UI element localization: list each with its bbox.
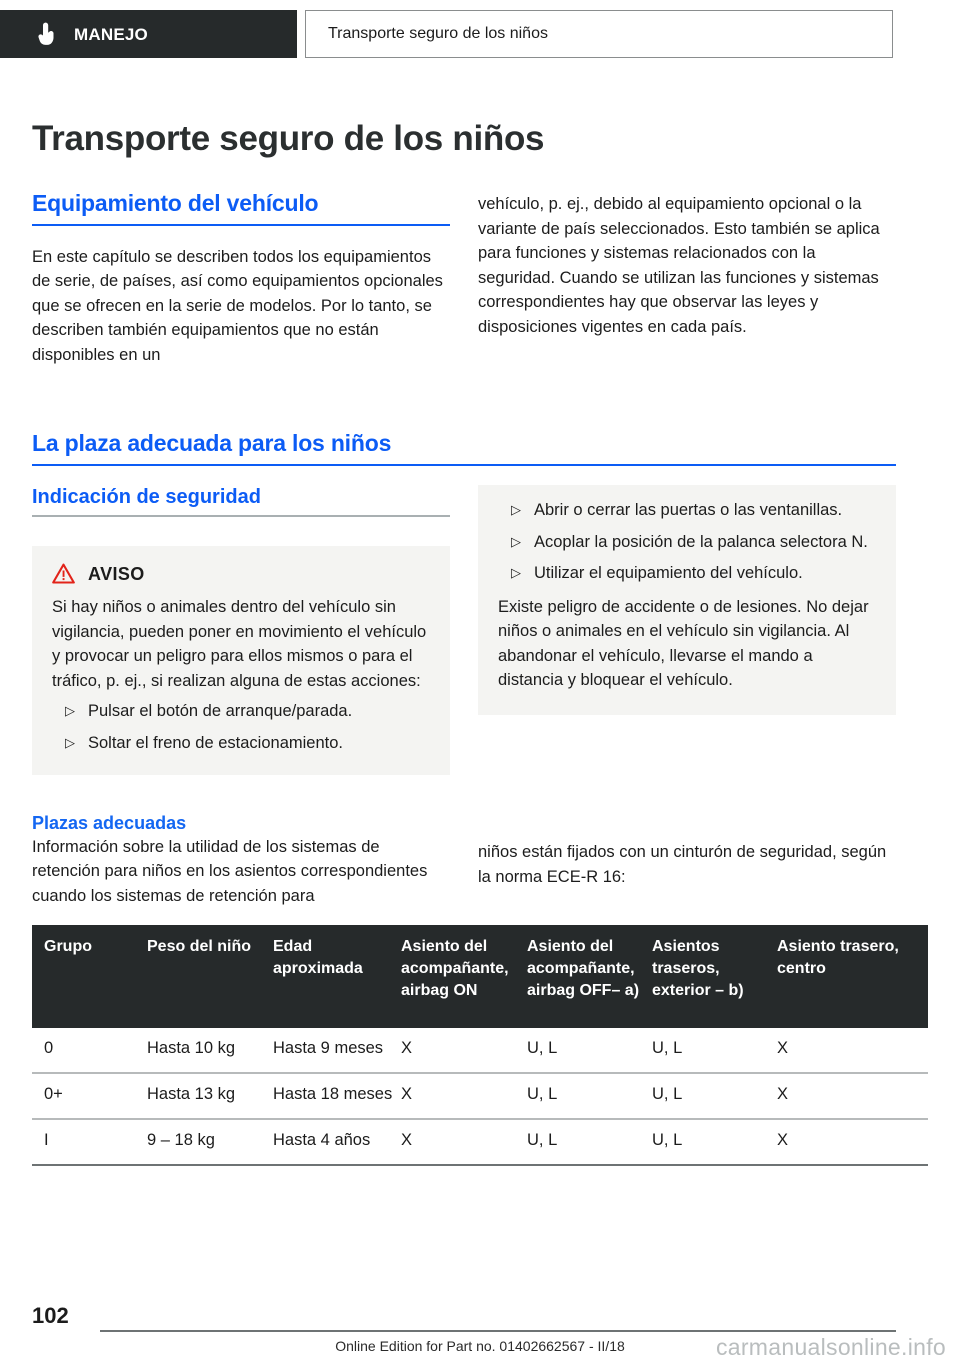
table-column-header-traseros-exterior: Asientos traseros, exterior – b)	[652, 925, 777, 1028]
table-row	[32, 1073, 928, 1119]
cell-tras-centro: X	[777, 1073, 928, 1119]
warning-box-left	[32, 546, 450, 775]
warning-header	[52, 563, 430, 584]
table-column-header-peso: Peso del niño	[147, 925, 273, 1028]
cell-peso: 9 – 18 kg	[147, 1119, 273, 1165]
list-item-label: Pulsar el botón de arranque/parada.	[88, 702, 353, 720]
cell-peso: Hasta 13 kg	[147, 1073, 273, 1119]
equipamiento-left-paragraph: En este capítulo se describen todos los equipamientos de serie, de países, así como equipamientos opcionales que se ofrecen en la serie de modelos. Por lo tanto, se describen también equipamientos que no están disponibles en un	[32, 247, 443, 364]
list-item	[52, 699, 430, 724]
cell-acomp-off: U, L	[527, 1119, 652, 1165]
plazas-heading: Plazas adecuadas	[32, 813, 187, 833]
plaza-adecuada-heading-rule	[32, 464, 896, 466]
table-header-row	[32, 925, 928, 1028]
cell-grupo: 0+	[32, 1073, 147, 1119]
triangle-bullet-icon: ▷	[511, 502, 521, 517]
footer-divider	[100, 1330, 896, 1332]
child-seat-suitability-table	[32, 925, 928, 1166]
list-item-label: Abrir o cerrar las puertas o las ventanillas.	[534, 501, 843, 519]
plaza-adecuada-heading: La plaza adecuada para los niños	[32, 430, 392, 456]
cell-grupo: I	[32, 1119, 147, 1165]
equipamiento-heading-rule	[32, 224, 450, 226]
pointing-hand-icon	[38, 22, 58, 46]
warning-paragraph: Si hay niños o animales dentro del vehículo sin vigilancia, pueden poner en movimiento el vehículo y provocar un peligro para ellos mismos o para el tráfico, p. ej., si realizan alguna de estas acciones:	[52, 598, 427, 690]
cell-acomp-on: X	[401, 1028, 527, 1073]
plazas-left-paragraph: Información sobre la utilidad de los sistemas de retención para niños en los asientos correspondientes cuando los sistemas de retención para	[32, 837, 428, 905]
equipamiento-right-paragraph: vehículo, p. ej., debido al equipamiento opcional o la variante de país seleccionados. Esto también se aplica para funciones y sistemas relacionados con la seguridad. Cuando se utilizan las funciones y sistemas correspondientes hay que observar las leyes y disposiciones vigentes en cada país.	[478, 195, 880, 336]
table-column-header-edad: Edad aproximada	[273, 925, 401, 1028]
section-breadcrumb-box	[305, 10, 893, 58]
list-item-label: Acoplar la posición de la palanca selectora N.	[534, 532, 868, 551]
section-label: Transporte seguro de los niños	[328, 25, 548, 42]
chapter-label: MANEJO	[74, 24, 148, 44]
cell-edad: Hasta 4 años	[273, 1119, 401, 1165]
warning-bullets-right	[498, 498, 876, 586]
list-item-label: Utilizar el equipamiento del vehículo.	[534, 564, 803, 582]
table-column-header-acompanante-airbag-off: Asiento del acompañante, airbag OFF– a)	[527, 925, 652, 1028]
cell-tras-ext: U, L	[652, 1119, 777, 1165]
cell-acomp-off: U, L	[527, 1028, 652, 1073]
table-row	[32, 1028, 928, 1073]
cell-acomp-on: X	[401, 1119, 527, 1165]
list-item	[498, 498, 876, 523]
plazas-right-column	[478, 840, 896, 889]
list-item	[498, 530, 876, 555]
indicacion-heading: Indicación de seguridad	[32, 486, 261, 508]
warning-box-right	[478, 485, 896, 715]
warning-triangle-icon	[52, 563, 75, 584]
watermark: carmanualsonline.info	[715, 1334, 946, 1360]
cell-tras-ext: U, L	[652, 1028, 777, 1073]
equipamiento-left-column	[32, 190, 450, 367]
footer-edition-text: Online Edition for Part no. 01402662567 - II/18	[335, 1338, 625, 1354]
warning-bullets-left	[52, 699, 430, 755]
list-item	[498, 561, 876, 586]
cell-tras-centro: X	[777, 1028, 928, 1073]
triangle-bullet-icon: ▷	[65, 734, 75, 750]
indicacion-left-column	[32, 485, 450, 775]
cell-grupo: 0	[32, 1028, 147, 1073]
equipamiento-right-column	[478, 192, 896, 339]
indicacion-right-column	[478, 485, 896, 715]
table-row	[32, 1119, 928, 1165]
indicacion-heading-rule	[32, 515, 450, 517]
equipamiento-heading: Equipamiento del vehículo	[32, 190, 319, 216]
cell-edad: Hasta 18 meses	[273, 1073, 401, 1119]
chapter-tab[interactable]	[0, 10, 297, 58]
cell-tras-centro: X	[777, 1119, 928, 1165]
warning-closing-paragraph: Existe peligro de accidente o de lesiones. No dejar niños o animales en el vehículo sin vigilancia. Al abandonar el vehículo, llevarse el mando a distancia y bloquear el vehículo.	[498, 597, 869, 689]
warning-label: AVISO	[88, 563, 145, 584]
page-number: 102	[32, 1303, 69, 1328]
plazas-right-paragraph: niños están fijados con un cinturón de seguridad, según la norma ECE-R 16:	[478, 843, 887, 886]
cell-edad: Hasta 9 meses	[273, 1028, 401, 1073]
cell-tras-ext: U, L	[652, 1073, 777, 1119]
triangle-bullet-icon: ▷	[511, 533, 521, 549]
list-item-label: Soltar el freno de estacionamiento.	[88, 733, 343, 752]
page-header	[0, 10, 960, 58]
plaza-adecuada-heading-block	[32, 430, 896, 466]
triangle-bullet-icon: ▷	[65, 703, 75, 718]
plazas-left-column	[32, 812, 450, 908]
list-item	[52, 731, 430, 756]
table-column-header-trasero-centro: Asiento trasero, centro	[777, 925, 928, 1028]
triangle-bullet-icon: ▷	[511, 565, 521, 580]
cell-acomp-off: U, L	[527, 1073, 652, 1119]
cell-peso: Hasta 10 kg	[147, 1028, 273, 1073]
table-column-header-grupo: Grupo	[32, 925, 147, 1028]
page-title: Transporte seguro de los niños	[32, 119, 545, 159]
cell-acomp-on: X	[401, 1073, 527, 1119]
table-column-header-acompanante-airbag-on: Asiento del acompañante, airbag ON	[401, 925, 527, 1028]
